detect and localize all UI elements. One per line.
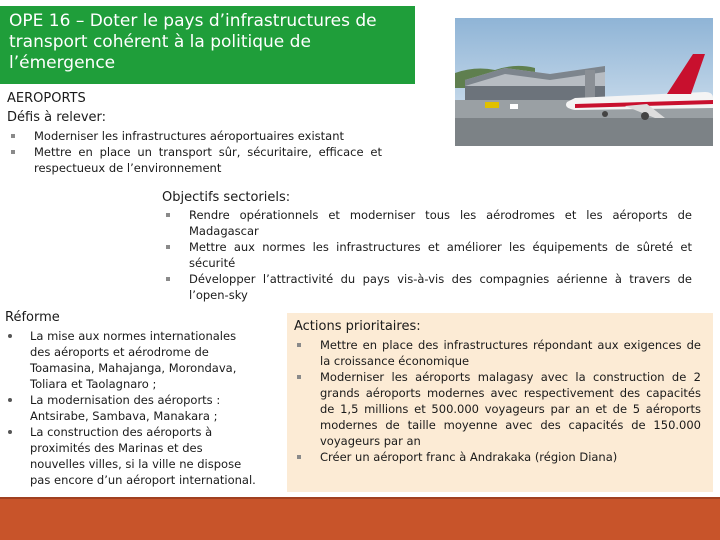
slide-title	[0, 6, 415, 84]
reforme-list	[3, 328, 257, 488]
list-item: Rendre opérationnels et moderniser tous les aérodromes et les aéroports de Madagascar	[162, 207, 692, 239]
list-item: Moderniser les infrastructures aéroportuaires existant	[7, 128, 382, 144]
list-item: Mettre aux normes les infrastructures et améliorer les équipements de sûreté et sécurité	[162, 239, 692, 271]
list-item: Mettre en place des infrastructures répondant aux exigences de la croissance économique	[293, 337, 701, 369]
title-line: transport cohérent à la politique de	[9, 32, 311, 52]
objectifs-heading: Objectifs sectoriels:	[162, 190, 291, 205]
actions-heading: Actions prioritaires:	[294, 319, 421, 334]
list-item: La construction des aéroports à proximités des Marinas et des nouvelles villes, si la ville ne dispose pas encore d’un aéroport international.	[3, 424, 257, 488]
objectifs-list	[162, 207, 692, 303]
title-line: OPE 16 – Doter le pays d’infrastructures de	[9, 11, 377, 31]
aeroports-heading: AEROPORTS	[7, 91, 86, 106]
title-line: l’émergence	[9, 53, 116, 73]
list-item: Créer un aéroport franc à Andrakaka (région Diana)	[293, 449, 701, 465]
footer-bar	[0, 497, 720, 540]
list-item: Mettre en place un transport sûr, sécuritaire, efficace et respectueux de l’environnement	[7, 144, 382, 176]
actions-list	[293, 337, 701, 465]
list-item: La modernisation des aéroports : Antsirabe, Sambava, Manakara ;	[3, 392, 257, 424]
footer-divider	[0, 497, 720, 499]
defis-heading: Défis à relever:	[7, 110, 107, 125]
list-item: Développer l’attractivité du pays vis-à-vis des compagnies aérienne à travers de l’open-sky	[162, 271, 692, 303]
defis-list	[7, 128, 382, 176]
reforme-heading: Réforme	[5, 310, 60, 325]
list-item: La mise aux normes internationales des aéroports et aérodrome de Toamasina, Mahajanga, Morondava, Toliara et Taolagnaro ;	[3, 328, 257, 392]
airport-photo	[455, 18, 713, 146]
list-item: Moderniser les aéroports malagasy avec la construction de 2 grands aéroports modernes avec respectivement des capacités de 1,5 millions et 500.000 voyageurs par an et de 5 aéroports modernes de taille moyenne avec des capacités de 150.000 voyageurs par an	[293, 369, 701, 449]
